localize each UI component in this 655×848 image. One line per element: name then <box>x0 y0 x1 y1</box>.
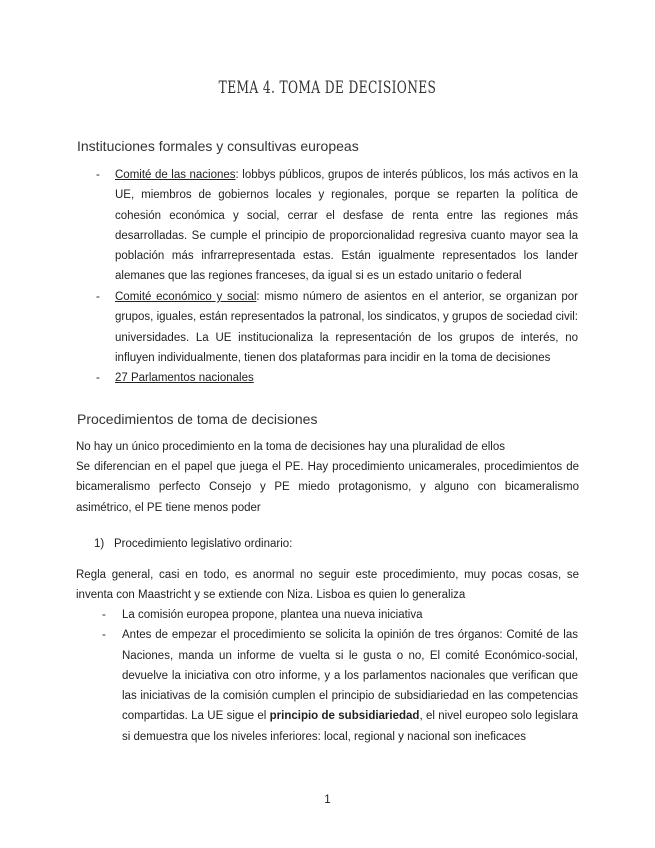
section-heading-procedimientos: Procedimientos de toma de decisiones <box>77 411 318 427</box>
procedimiento-list <box>102 605 578 747</box>
item-text: : mismo número de asientos en el anterior, se organizan por grupos, iguales, están representados la patronal, los sindicatos, y grupos de sociedad civil: universidades. La UE institucionaliza la representación de los grupos de interés, no influyen individualmente, tienen dos plataformas para incidir en la toma de decisiones <box>115 291 578 364</box>
paragraph: No hay un único procedimiento en la toma de decisiones hay una pluralidad de ellos <box>76 441 505 453</box>
bullet-dash: - <box>96 169 100 181</box>
page-title: TEMA 4. TOMA DE DECISIONES <box>218 78 437 98</box>
term-comite-naciones: Comité de las naciones <box>115 169 236 181</box>
bullet-dash: - <box>96 291 100 303</box>
list-item <box>96 368 578 388</box>
page-number: 1 <box>324 794 331 806</box>
term-comite-economico-social: Comité económico y social <box>115 291 257 303</box>
list-item <box>96 165 578 287</box>
item-text: La comisión europea propone, plantea una nueva iniciativa <box>122 609 423 621</box>
list-item <box>96 287 578 368</box>
bullet-dash: - <box>102 609 106 621</box>
paragraph: Se diferencian en el papel que juega el PE. Hay procedimiento unicamerales, procedimientos de bicameralismo perfecto Consejo y PE miedo protagonismo, y alguno con bicameralismo asimétrico, el PE tiene menos poder <box>76 461 579 514</box>
bold-term: principio de subsidiariedad <box>269 710 420 723</box>
instituciones-list <box>96 165 578 388</box>
list-number: 1) <box>94 538 105 550</box>
item-text: , el nivel europeo solo legislara si demuestra que los niveles inferiores: local, regional y nacional son ineficaces <box>122 710 578 743</box>
item-text: Antes de empezar el procedimiento se solicita la opinión de tres órganos: Comité de las Naciones, manda un informe de vuelta si le gusta o no, El comité Económico-social, devuelve la iniciativa con otro informe, y a los parlamentos nacionales que verifican que las iniciativas de la comisión cumplen el principio de subsidiariedad en las competencias compartidas. La UE sigue el <box>122 629 578 723</box>
numbered-heading <box>94 538 292 550</box>
paragraph: Regla general, casi en todo, es anormal no seguir este procedimiento, muy pocas cosas, se inventa con Maastricht y se extiende con Niza. Lisboa es quien lo generaliza <box>76 569 579 602</box>
list-item <box>102 605 578 625</box>
bullet-dash: - <box>102 629 106 642</box>
term-parlamentos-nacionales: 27 Parlamentos nacionales <box>115 372 254 384</box>
numbered-heading-label: Procedimiento legislativo ordinario: <box>114 538 293 550</box>
bullet-dash: - <box>96 372 100 384</box>
list-item <box>102 625 578 747</box>
item-text: : lobbys públicos, grupos de interés públicos, los más activos en la UE, miembros de gobiernos locales y regionales, porque se reparten la política de cohesión económica y social, cerrar el desfase de renta entre las regiones más desarrolladas. Se cumple el principio de proporcionalidad regresiva cuanto mayor sea la población más infrarrepresentada estas. Están igualmente representados los lander alemanes que las regiones franceses, da igual si es un estado unitario o federal <box>115 169 578 283</box>
section-heading-instituciones: Instituciones formales y consultivas europeas <box>77 138 359 154</box>
